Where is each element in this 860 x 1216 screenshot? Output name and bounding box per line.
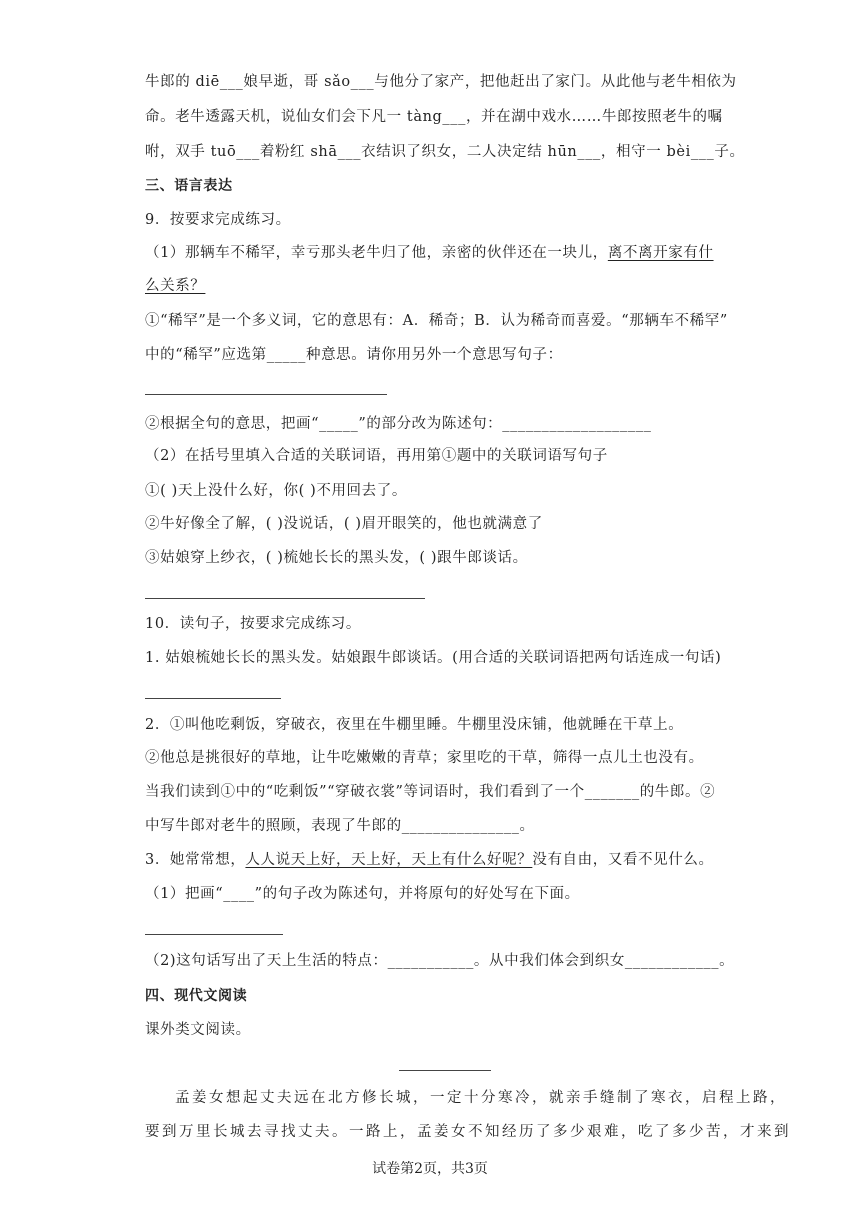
question-10-3-line-3: （2)这句话写出了天上生活的特点：___________。从中我们体会到织女____________。: [145, 953, 735, 969]
question-9-title: 9．按要求完成练习。: [145, 212, 291, 228]
underlined-sentence: 人人说天上好，天上好，天上有什么好呢？: [245, 852, 533, 868]
question-10-3-line-1: 3．她常常想，人人说天上好，天上好，天上有什么好呢？没有自由，又看不见什么。: [145, 852, 714, 868]
question-9-1-line-5: ②根据全句的意思，把画“_____”的部分改为陈述句：___________________: [145, 416, 652, 432]
question-9-2-item-1: ①( )天上没什么好，你( )不用回去了。: [145, 483, 407, 499]
answer-line[interactable]: [145, 598, 425, 599]
answer-line[interactable]: [145, 698, 281, 699]
question-10-2-line-3: 当我们读到①中的“吃剩饭”“穿破衣裳”等词语时，我们看到了一个_______的牛郎。②: [145, 784, 716, 800]
title-blank-line[interactable]: [399, 1070, 491, 1071]
section-heading-reading: 四、现代文阅读: [145, 988, 248, 1004]
question-10-title: 10．读句子，按要求完成练习。: [145, 616, 361, 632]
question-9-2-item-2: ②牛好像全了解，( )没说话，( )眉开眼笑的，他也就满意了: [145, 516, 543, 532]
page-footer: 试卷第2页，共3页: [372, 1161, 488, 1177]
question-9-1-line-3: ①“稀罕”是一个多义词，它的意思有：A．稀奇；B．认为稀奇而喜爱。“那辆车不稀罕”: [145, 313, 728, 329]
section-heading-language: 三、语言表达: [145, 178, 233, 194]
reading-paragraph-line-1: 孟姜女想起丈夫远在北方修长城，一定十分寒冷，就亲手缝制了寒衣，启程上路，: [175, 1090, 787, 1106]
answer-line[interactable]: [145, 934, 283, 935]
question-10-2-line-1: 2．①叫他吃剩饭，穿破衣，夜里在牛棚里睡。牛棚里没床铺，他就睡在干草上。: [145, 717, 684, 733]
question-10-2-line-2: ②他总是挑很好的草地，让牛吃嫩嫩的青草；家里吃的干草，筛得一点儿土也没有。: [145, 750, 704, 766]
passage-line-3: 咐，双手 tuō___着粉红 shā___衣结识了织女，二人决定结 hūn___，相守一 bèi___子。: [145, 144, 745, 160]
question-9-1-line-2: 么关系？: [145, 278, 206, 294]
passage-line-1: 牛郎的 diē___娘早逝，哥 sǎo___与他分了家产，把他赶出了家门。从此他与老牛相依为: [145, 74, 737, 90]
underlined-phrase: 离不离开家有什: [607, 245, 714, 261]
question-9-1-line-1: （1）那辆车不稀罕，幸亏那头老牛归了他，亲密的伙伴还在一块儿，离不离开家有什: [145, 245, 714, 261]
extra-reading-label: 课外类文阅读。: [145, 1022, 251, 1038]
passage-line-2: 命。老牛透露天机，说仙女们会下凡一 tàng___，并在湖中戏水……牛郎按照老牛的嘱: [145, 109, 723, 125]
question-10-1: 1. 姑娘梳她长长的黑头发。姑娘跟牛郎谈话。(用合适的关联词语把两句话连成一句话): [145, 650, 722, 666]
answer-line[interactable]: [145, 394, 387, 395]
question-9-2-item-3: ③姑娘穿上纱衣，( )梳她长长的黑头发，( )跟牛郎谈话。: [145, 550, 528, 566]
question-9-2-title: （2）在括号里填入合适的关联词语，再用第①题中的关联词语写句子: [145, 448, 608, 464]
question-10-2-line-4: 中写牛郎对老牛的照顾，表现了牛郎的_______________。: [145, 818, 535, 834]
reading-paragraph-line-2: 要到万里长城去寻找丈夫。一路上，孟姜女不知经历了多少艰难，吃了多少苦，才来到: [145, 1124, 791, 1140]
question-10-3-line-2: （1）把画“____”的句子改为陈述句，并将原句的好处写在下面。: [145, 886, 580, 902]
question-9-1-line-4: 中的“稀罕”应选第_____种意思。请你用另外一个意思写句子：: [145, 347, 563, 363]
